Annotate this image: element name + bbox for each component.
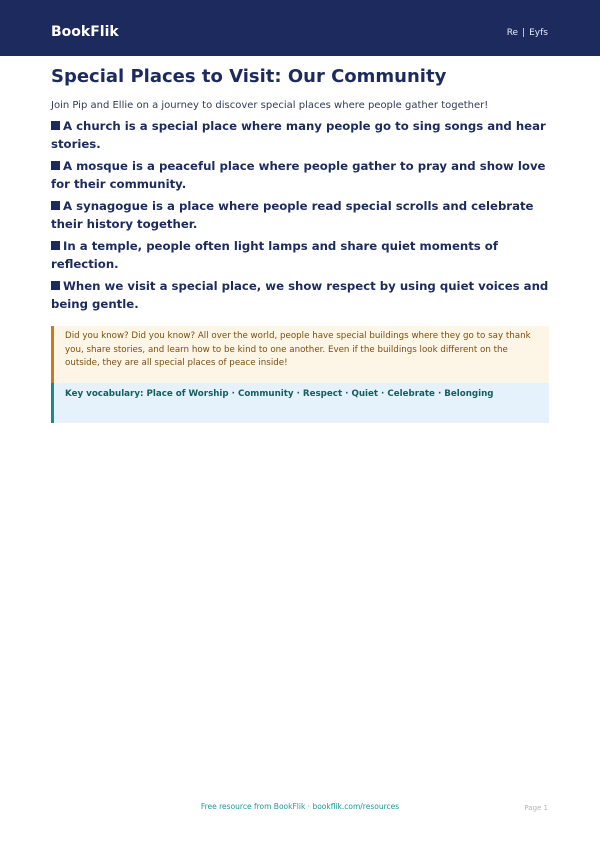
did-you-know-box bbox=[51, 326, 549, 383]
page-number: Page 1 bbox=[524, 804, 548, 812]
footer-resource-link[interactable]: Free resource from BookFlik · bookflik.com/resources bbox=[200, 802, 400, 811]
key-vocabulary-text: Key vocabulary: Place of Worship · Community · Respect · Quiet · Celebrate · Belonging bbox=[65, 388, 494, 399]
point-text: In a temple, people often light lamps and share quiet moments of reflection. bbox=[51, 239, 498, 271]
key-vocabulary-box bbox=[51, 383, 549, 423]
square-bullet-icon bbox=[51, 121, 60, 130]
square-bullet-icon bbox=[51, 161, 60, 170]
list-item bbox=[51, 198, 549, 233]
tag-eyfs[interactable]: Eyfs bbox=[529, 28, 548, 38]
square-bullet-icon bbox=[51, 281, 60, 290]
site-header bbox=[0, 0, 600, 56]
tag-separator: | bbox=[522, 28, 526, 38]
point-text: A synagogue is a place where people read special scrolls and celebrate their history together. bbox=[51, 199, 534, 231]
square-bullet-icon bbox=[51, 241, 60, 250]
list-item bbox=[51, 278, 549, 313]
list-item bbox=[51, 238, 549, 273]
square-bullet-icon bbox=[51, 201, 60, 210]
did-you-know-text: Did you know? Did you know? All over the world, people have special buildings where they go to say thank you, share stories, and learn how to be kind to one another. Even if the buildings look different on the outside, they are all special places of peace inside! bbox=[65, 331, 531, 368]
intro-text: Join Pip and Ellie on a journey to discover special places where people gather together! bbox=[51, 100, 489, 111]
key-points-list bbox=[51, 118, 549, 313]
point-text: A church is a special place where many people go to sing songs and hear stories. bbox=[51, 119, 546, 151]
worksheet-content bbox=[51, 62, 549, 423]
point-text: When we visit a special place, we show respect by using quiet voices and being gentle. bbox=[51, 279, 549, 311]
list-item bbox=[51, 158, 549, 193]
point-text: A mosque is a peaceful place where people gather to pray and show love for their community. bbox=[51, 159, 546, 191]
tag-re[interactable]: Re bbox=[506, 28, 519, 38]
list-item bbox=[51, 118, 549, 153]
header-tags bbox=[507, 27, 548, 39]
brand-logo-text[interactable]: BookFlik bbox=[51, 24, 119, 40]
page-title: Special Places to Visit: Our Community bbox=[51, 66, 447, 87]
